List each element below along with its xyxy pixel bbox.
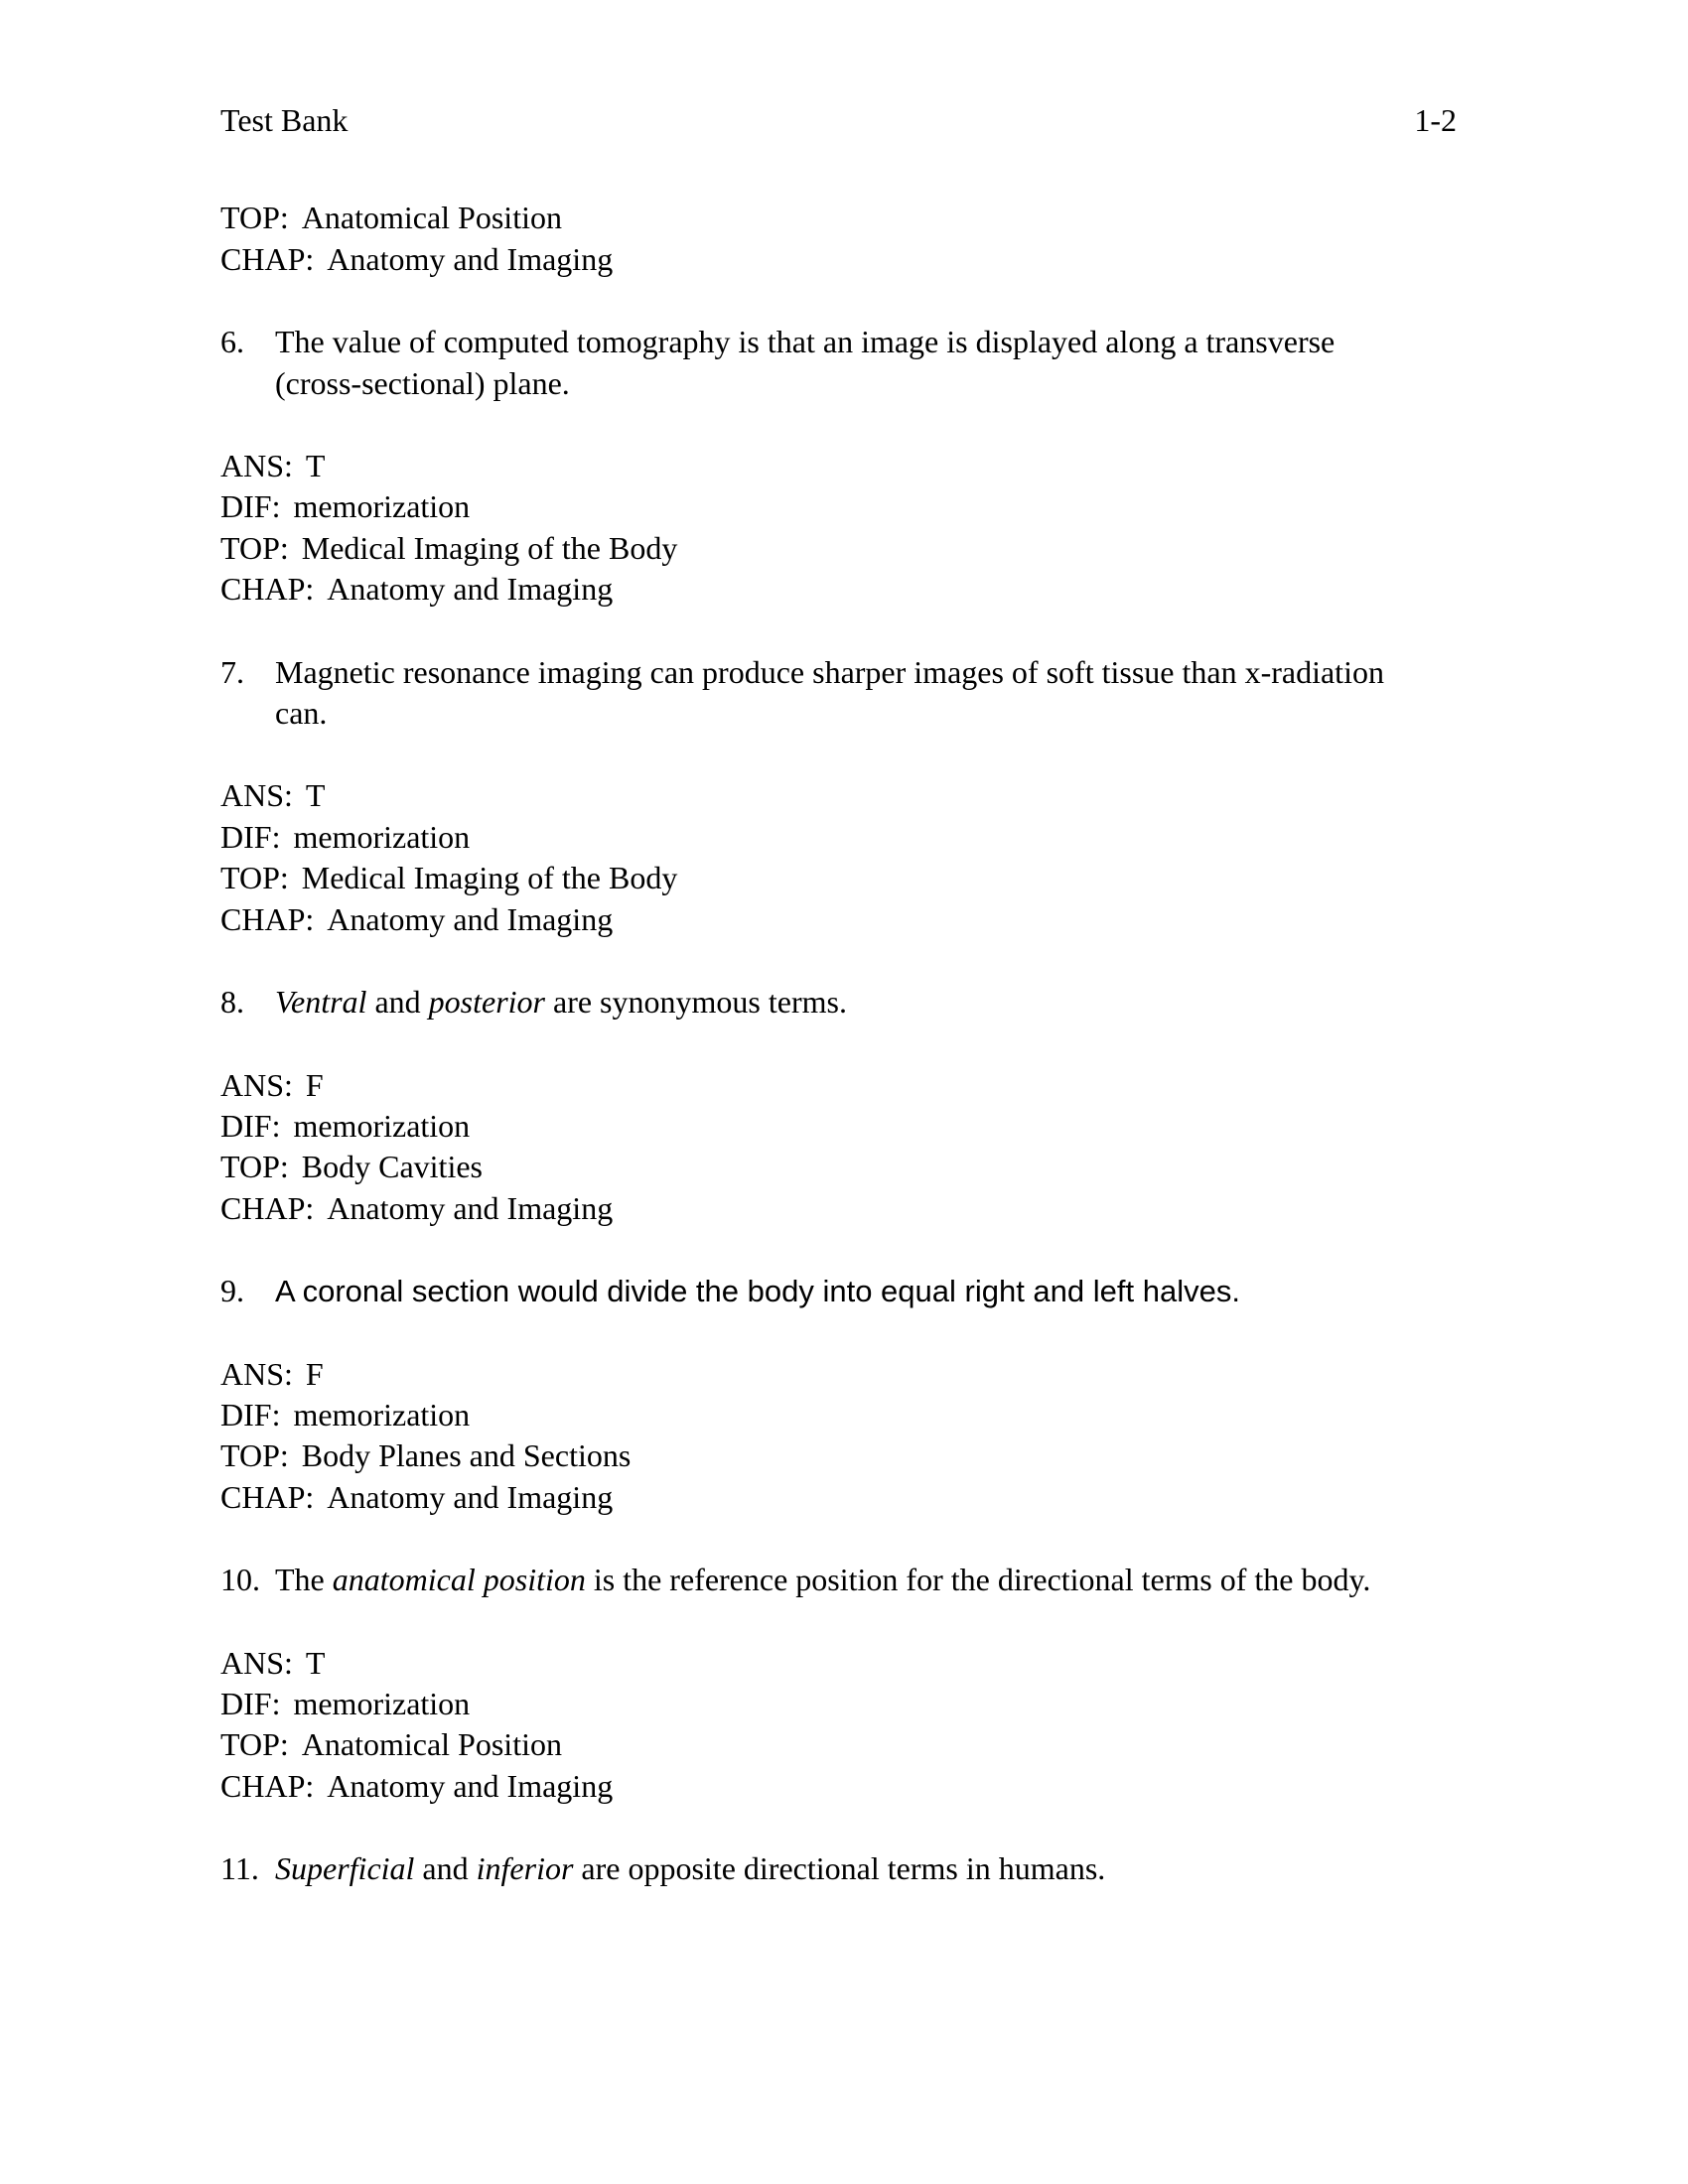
meta-row	[220, 569, 1457, 610]
meta-value: memorization	[293, 488, 471, 525]
question-text	[275, 1560, 1457, 1600]
question-block	[220, 982, 1457, 1023]
question-text-run: are synonymous terms.	[544, 984, 847, 1021]
question-text-line	[275, 363, 1457, 404]
meta-value: Anatomical Position	[301, 200, 562, 236]
meta-value: Medical Imaging of the Body	[301, 860, 678, 896]
meta-row	[220, 1684, 1457, 1724]
meta-row	[220, 239, 1457, 280]
question-text-line	[275, 1271, 1457, 1311]
question-text-run: can.	[275, 695, 328, 732]
question-number: 8.	[220, 984, 244, 1021]
question-block	[220, 1848, 1457, 1889]
meta-label: CHAP:	[220, 900, 315, 937]
meta-row	[220, 446, 1457, 486]
question-text	[275, 1848, 1457, 1889]
question-text-run: A coronal section would divide the body into equal right and left halves.	[275, 1274, 1240, 1309]
meta-label: DIF:	[220, 1107, 281, 1144]
question-text-run: are opposite directional terms in humans.	[573, 1850, 1106, 1887]
page-header	[220, 100, 1457, 141]
answer-meta-block	[220, 1354, 1457, 1519]
meta-value: F	[305, 1066, 324, 1103]
meta-label: CHAP:	[220, 571, 315, 608]
meta-row	[220, 817, 1457, 858]
meta-value: memorization	[293, 1107, 471, 1144]
question-text	[275, 322, 1457, 404]
meta-row	[220, 775, 1457, 816]
meta-value: T	[305, 448, 326, 484]
question-block	[220, 652, 1457, 735]
question-number: 11.	[220, 1850, 259, 1887]
meta-value: Anatomy and Imaging	[327, 900, 614, 937]
meta-row	[220, 1065, 1457, 1106]
question-text-run: and	[414, 1850, 477, 1887]
meta-label: ANS:	[220, 777, 293, 814]
meta-label: CHAP:	[220, 1189, 315, 1226]
meta-row	[220, 1477, 1457, 1518]
meta-row	[220, 198, 1457, 238]
meta-label: CHAP:	[220, 240, 315, 277]
meta-row	[220, 1435, 1457, 1476]
question-text-run: and	[366, 984, 429, 1021]
meta-label: TOP:	[220, 860, 289, 896]
meta-row	[220, 1188, 1457, 1229]
meta-value: Anatomy and Imaging	[327, 240, 614, 277]
question-text-run: The value of computed tomography is that an image is displayed along a transverse	[275, 324, 1336, 360]
meta-label: CHAP:	[220, 1767, 315, 1804]
answer-meta-block	[220, 446, 1457, 611]
meta-value: T	[305, 777, 326, 814]
meta-row	[220, 899, 1457, 940]
question-text-run: (cross-sectional) plane.	[275, 364, 570, 401]
meta-row	[220, 858, 1457, 898]
meta-value: memorization	[293, 818, 471, 855]
question-text-line	[275, 1560, 1457, 1600]
question-text-line	[275, 1848, 1457, 1889]
meta-label: ANS:	[220, 1066, 293, 1103]
question-text	[275, 652, 1457, 735]
question-text-run: posterior	[428, 984, 545, 1021]
meta-label: ANS:	[220, 1644, 293, 1681]
question-number: 7.	[220, 653, 244, 690]
meta-label: TOP:	[220, 1149, 289, 1185]
meta-value: F	[305, 1355, 324, 1392]
meta-label: TOP:	[220, 1437, 289, 1474]
question-text	[275, 1271, 1457, 1311]
meta-row	[220, 1147, 1457, 1187]
question-text-run: Superficial	[275, 1850, 415, 1887]
meta-value: Anatomy and Imaging	[327, 1189, 614, 1226]
meta-value: Anatomy and Imaging	[327, 571, 614, 608]
meta-label: CHAP:	[220, 1478, 315, 1515]
question-text-run: anatomical position	[332, 1562, 586, 1598]
meta-label: DIF:	[220, 488, 281, 525]
question-list	[220, 322, 1457, 1889]
meta-row	[220, 1106, 1457, 1147]
meta-label: DIF:	[220, 1396, 281, 1433]
question-text-line	[275, 982, 1457, 1023]
meta-row	[220, 1354, 1457, 1395]
meta-value: memorization	[293, 1685, 471, 1721]
meta-label: DIF:	[220, 818, 281, 855]
question-text-run: Magnetic resonance imaging can produce sharper images of soft tissue than x-radiation	[275, 653, 1384, 690]
meta-row	[220, 486, 1457, 527]
question-text-run: inferior	[476, 1850, 574, 1887]
meta-row	[220, 1724, 1457, 1765]
meta-value: Medical Imaging of the Body	[301, 529, 678, 566]
document-title: Test Bank	[220, 102, 349, 138]
meta-label: ANS:	[220, 448, 293, 484]
question-number: 9.	[220, 1273, 244, 1309]
meta-row	[220, 528, 1457, 569]
question-text-line	[275, 652, 1457, 693]
question-block	[220, 322, 1457, 404]
document-page	[220, 100, 1457, 1890]
carryover-meta-block	[220, 198, 1457, 280]
meta-label: ANS:	[220, 1355, 293, 1392]
meta-value: Body Planes and Sections	[301, 1437, 632, 1474]
answer-meta-block	[220, 775, 1457, 940]
page-number: 1-2	[1414, 102, 1457, 138]
meta-value: memorization	[293, 1396, 471, 1433]
meta-value: Anatomy and Imaging	[327, 1478, 614, 1515]
question-text-run: The	[275, 1562, 333, 1598]
question-text-run: is the reference position for the directional terms of the body.	[585, 1562, 1371, 1598]
meta-row	[220, 1643, 1457, 1684]
question-text-line	[275, 693, 1457, 734]
question-text-run: Ventral	[275, 984, 367, 1021]
question-number: 10.	[220, 1562, 260, 1598]
answer-meta-block	[220, 1643, 1457, 1808]
meta-row	[220, 1395, 1457, 1435]
question-block	[220, 1560, 1457, 1600]
meta-label: TOP:	[220, 200, 289, 236]
meta-value: T	[305, 1644, 326, 1681]
question-text	[275, 982, 1457, 1023]
meta-value: Anatomical Position	[301, 1726, 562, 1763]
meta-value: Body Cavities	[301, 1149, 483, 1185]
meta-row	[220, 1766, 1457, 1807]
meta-label: DIF:	[220, 1685, 281, 1721]
answer-meta-block	[220, 1065, 1457, 1230]
question-block	[220, 1271, 1457, 1311]
meta-value: Anatomy and Imaging	[327, 1767, 614, 1804]
question-number: 6.	[220, 324, 244, 360]
question-text-line	[275, 322, 1457, 362]
meta-label: TOP:	[220, 1726, 289, 1763]
meta-label: TOP:	[220, 529, 289, 566]
